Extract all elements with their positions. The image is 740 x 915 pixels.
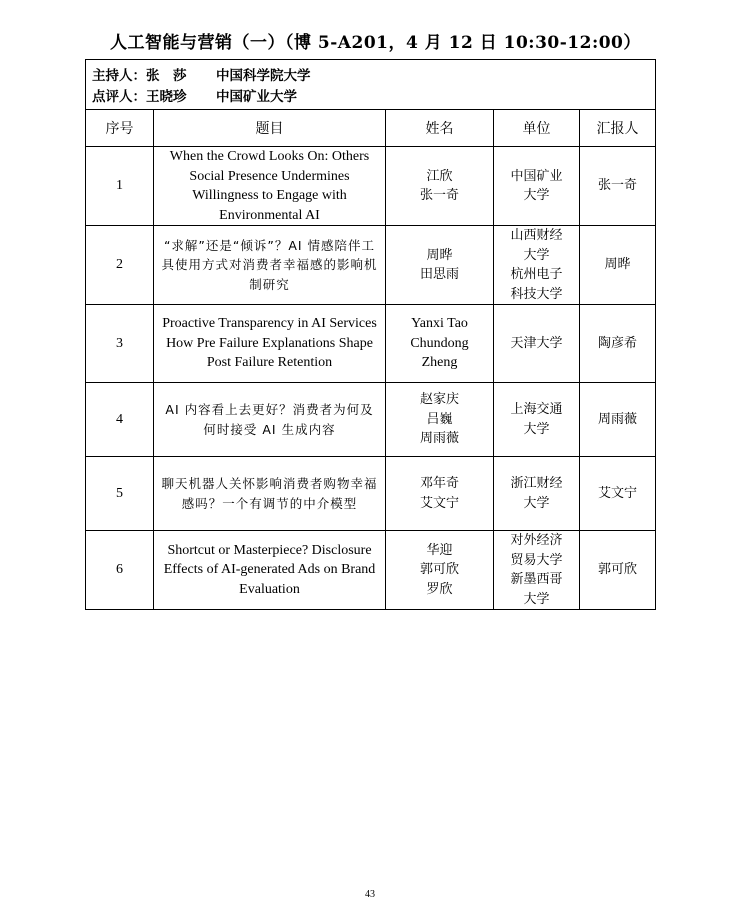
row-reporter: 艾文宁 (580, 457, 656, 531)
row-unit (494, 305, 580, 383)
row-reporter: 周晔 (580, 226, 656, 305)
row-topic: When the Crowd Looks On: Others Social Presence Undermines Willingness to Engage with Environmental AI (154, 147, 386, 226)
unit-line: 山西财经 (510, 228, 563, 243)
unit-line: 大学 (523, 495, 550, 511)
author-name: Chundong (410, 335, 469, 351)
row-unit (494, 147, 580, 226)
author-name: 赵家庆 (419, 392, 459, 408)
author-name: 邓年奇 (419, 476, 459, 491)
row-unit (494, 383, 580, 457)
host-org: 中国科学院大学 (216, 68, 311, 84)
unit-line: 上海交通 (510, 402, 563, 417)
host-line (92, 66, 655, 87)
reviewer-name: 王晓珍 (146, 89, 187, 105)
row-names (386, 531, 494, 610)
author-name: 吕巍 (426, 411, 453, 427)
header-topic: 题目 (154, 110, 386, 147)
author-name: 华迎 (426, 542, 453, 558)
row-topic: Shortcut or Masterpiece? Disclosure Effects of AI-generated Ads on Brand Evaluation (154, 531, 386, 610)
row-reporter: 张一奇 (580, 147, 656, 226)
unit-line: 杭州电子 (510, 267, 563, 282)
unit-line: 中国矿业 (510, 168, 563, 184)
table-row (86, 457, 656, 531)
row-reporter: 周雨薇 (580, 383, 656, 457)
session-info (86, 60, 656, 110)
author-name: 周雨薇 (419, 431, 459, 447)
unit-line: 天津大学 (510, 335, 563, 351)
author-name: Zheng (421, 355, 458, 371)
unit-line: 科技大学 (510, 286, 563, 302)
author-name: 田思雨 (419, 267, 459, 282)
author-name: 周晔 (426, 247, 453, 263)
row-names (386, 383, 494, 457)
row-unit (494, 531, 580, 610)
author-name: 罗欣 (426, 581, 453, 597)
header-names: 姓名 (386, 110, 494, 147)
row-topic: Proactive Transparency in AI Services How Pre Failure Explanations Shape Post Failure Retention (154, 305, 386, 383)
schedule-table (85, 59, 656, 610)
row-unit (494, 457, 580, 531)
table-row (86, 383, 656, 457)
row-topic: 聊天机器人关怀影响消费者购物幸福感吗？一个有调节的中介模型 (154, 457, 386, 531)
row-number: 3 (86, 305, 154, 383)
session-title: 人工智能与营销（一）（博 5-A201，4 月 12 日 10:30-12:00） (110, 33, 641, 53)
row-reporter: 郭可欣 (580, 531, 656, 610)
author-name: 张一奇 (419, 188, 459, 203)
reviewer-label: 点评人： (92, 89, 146, 105)
header-reporter: 汇报人 (580, 110, 656, 147)
host-name: 张 莎 (146, 68, 187, 84)
unit-line: 浙江财经 (510, 476, 563, 491)
unit-line: 新墨西哥 (510, 572, 563, 587)
header-num: 序号 (86, 110, 154, 147)
row-number: 2 (86, 226, 154, 305)
row-number: 1 (86, 147, 154, 226)
unit-line: 大学 (523, 188, 550, 203)
row-names (386, 457, 494, 531)
host-label: 主持人： (92, 68, 146, 84)
author-name: Yanxi Tao (411, 316, 468, 332)
row-unit (494, 226, 580, 305)
unit-line: 贸易大学 (510, 552, 563, 568)
row-names (386, 305, 494, 383)
row-reporter: 陶彦希 (580, 305, 656, 383)
session-info-row (86, 60, 656, 110)
author-name: 郭可欣 (419, 562, 459, 578)
row-number: 5 (86, 457, 154, 531)
header-unit: 单位 (494, 110, 580, 147)
reviewer-line (92, 87, 655, 108)
table-row (86, 147, 656, 226)
row-names (386, 226, 494, 305)
table-row (86, 226, 656, 305)
page-number: 43 (365, 889, 375, 900)
row-number: 4 (86, 383, 154, 457)
unit-line: 大学 (523, 247, 550, 263)
row-number: 6 (86, 531, 154, 610)
table-row (86, 531, 656, 610)
reviewer-org: 中国矿业大学 (216, 89, 297, 105)
row-topic: “求解”还是“倾诉”？AI 情感陪伴工具使用方式对消费者幸福感的影响机制研究 (154, 226, 386, 305)
unit-line: 对外经济 (510, 533, 563, 548)
author-name: 艾文宁 (419, 495, 459, 511)
table-header-row (86, 110, 656, 147)
unit-line: 大学 (523, 591, 550, 607)
table-row (86, 305, 656, 383)
row-names (386, 147, 494, 226)
author-name: 江欣 (426, 168, 453, 184)
row-topic: AI 内容看上去更好？消费者为何及何时接受 AI 生成内容 (154, 383, 386, 457)
unit-line: 大学 (523, 421, 550, 437)
